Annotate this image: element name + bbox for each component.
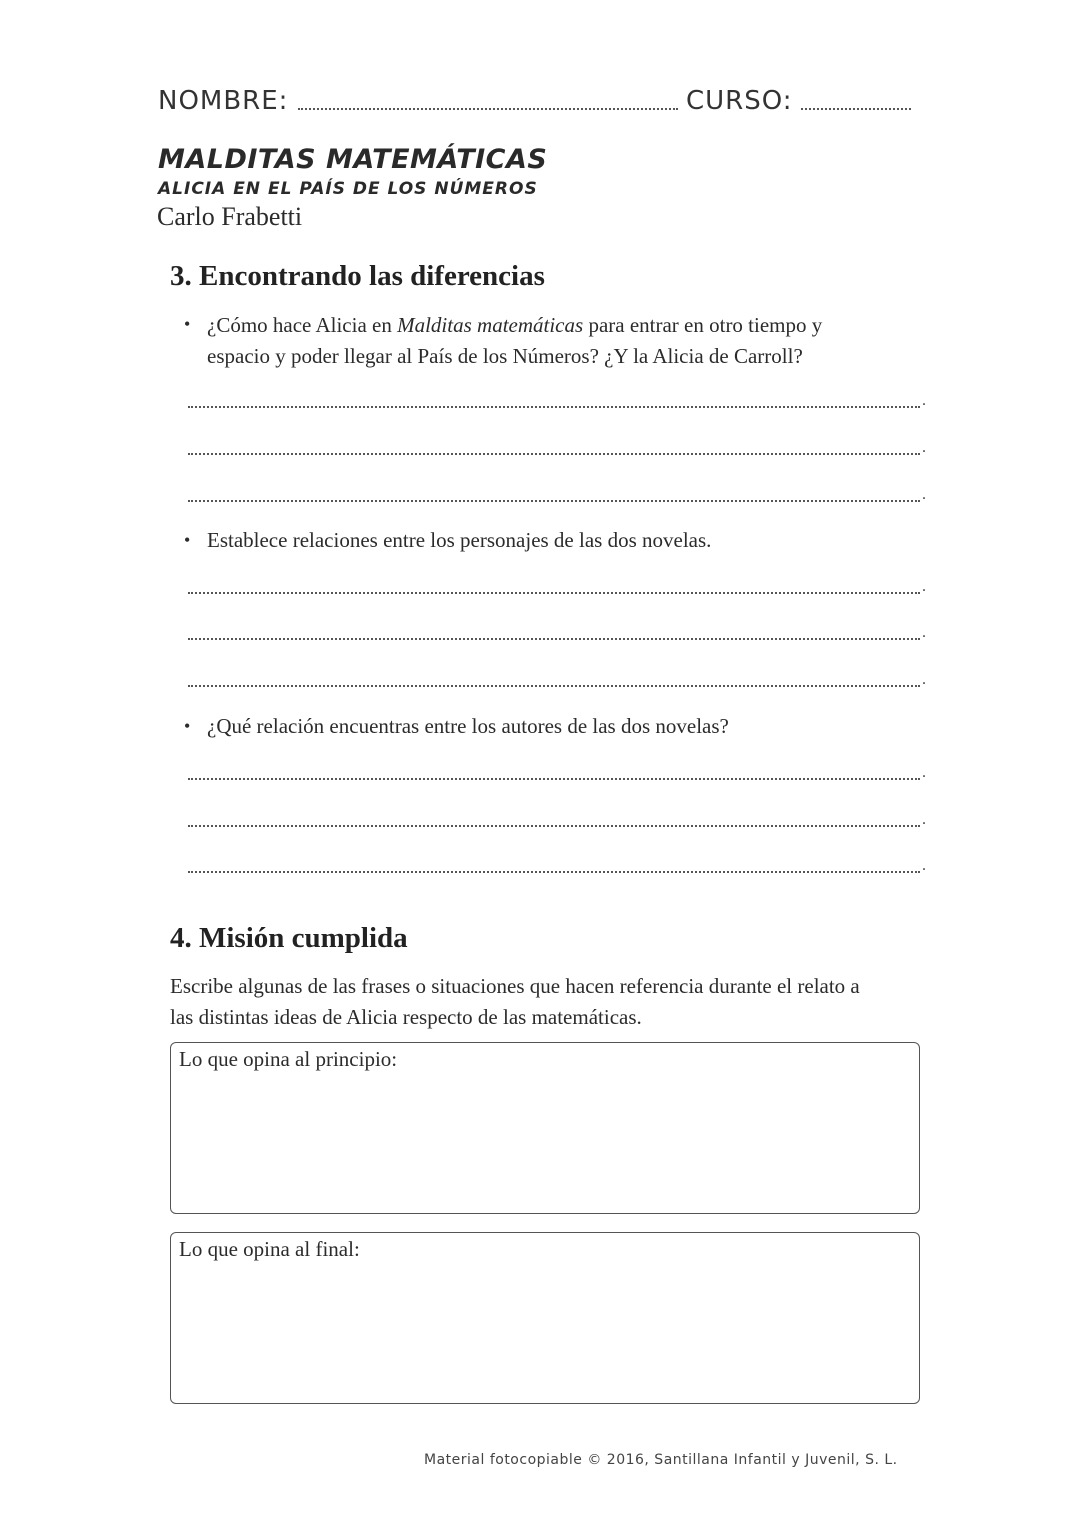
name-field[interactable]	[298, 108, 678, 110]
copyright-footer: Material fotocopiable © 2016, Santillana Infantil y Juvenil, S. L.	[424, 1452, 898, 1468]
answer-line[interactable]	[188, 453, 920, 455]
box-label: Lo que opina al principio:	[179, 1047, 398, 1071]
answer-line[interactable]	[188, 500, 920, 502]
answer-box-beginning[interactable]	[170, 1042, 920, 1214]
section-4-intro: Escribe algunas de las frases o situaciones que hacen referencia durante el relato a las distintas ideas de Alicia respecto de las matemáticas.	[170, 974, 860, 1029]
question-2: Establece relaciones entre los personajes de las dos novelas.	[207, 528, 712, 552]
bullet-icon: •	[184, 530, 191, 550]
section-3-title: 3. Encontrando las diferencias	[170, 260, 545, 292]
book-title: MALDITAS MATEMÁTICAS	[158, 144, 548, 175]
book-author: Carlo Frabetti	[157, 202, 303, 231]
name-label: NOMBRE:	[158, 86, 289, 116]
bullet-icon: •	[184, 314, 191, 334]
bullet-icon: •	[184, 716, 191, 736]
answer-line[interactable]	[188, 406, 920, 408]
book-subtitle: ALICIA EN EL PAÍS DE LOS NÚMEROS	[158, 179, 538, 199]
answer-line[interactable]	[188, 592, 920, 594]
answer-line[interactable]	[188, 638, 920, 640]
course-field[interactable]	[801, 108, 911, 110]
course-label: CURSO:	[686, 86, 793, 116]
answer-line[interactable]	[188, 685, 920, 687]
question-3: ¿Qué relación encuentras entre los autores de las dos novelas?	[207, 714, 729, 738]
section-4-title: 4. Misión cumplida	[170, 922, 408, 954]
box-label: Lo que opina al final:	[179, 1237, 360, 1261]
answer-line[interactable]	[188, 871, 920, 873]
answer-box-end[interactable]	[170, 1232, 920, 1404]
question-1: ¿Cómo hace Alicia en Malditas matemáticas para entrar en otro tiempo y espacio y poder llegar al País de los Números? ¿Y la Alicia de Carroll?	[207, 313, 823, 368]
answer-line[interactable]	[188, 825, 920, 827]
answer-line[interactable]	[188, 778, 920, 780]
